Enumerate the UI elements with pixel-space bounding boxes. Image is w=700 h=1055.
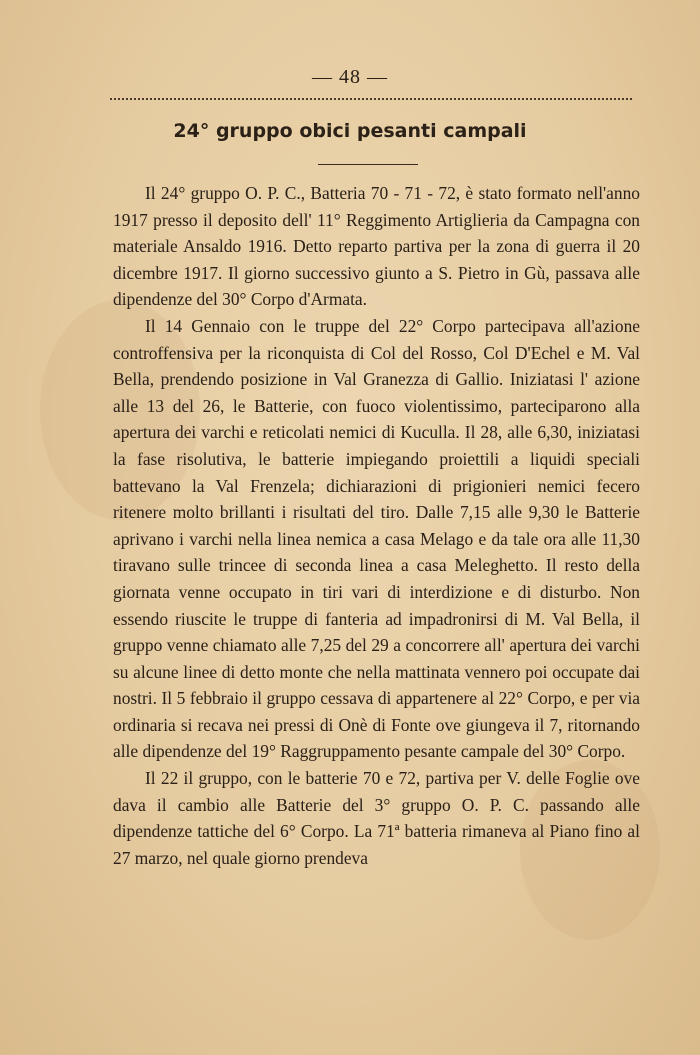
heading-rule	[318, 164, 418, 165]
dotted-rule	[110, 98, 632, 100]
section-heading: 24° gruppo obici pesanti campali	[173, 120, 527, 142]
paragraph: Il 22 il gruppo, con le batterie 70 e 72, partiva per V. delle Foglie ove dava il cambio alle Batterie del 3° gruppo O. P. C. passando alle dipendenze tattiche del 6° Corpo. La 71ª batteria rimaneva al Piano fino al 27 marzo, nel quale giorno prendeva	[113, 768, 640, 868]
page-number: — 48 —	[312, 66, 388, 88]
paragraph: Il 24° gruppo O. P. C., Batteria 70 - 71 - 72, è stato formato nell'anno 1917 presso il deposito dell' 11° Reggimento Artiglieria da Campagna con materiale Ansaldo 1916. Detto reparto partiva per la zona di guerra il 20 dicembre 1917. Il giorno successivo giunto a S. Pietro in Gù, passava alle dipendenze del 30° Corpo d'Armata.	[113, 183, 640, 310]
paragraph: Il 14 Gennaio con le truppe del 22° Corpo partecipava all'azione controffensiva per la riconquista di Col del Rosso, Col D'Echel e M. Val Bella, prendendo posizione in Val Granezza di Gallio. Iniziatasi l' azione alle 13 del 26, le Batterie, con fuoco violentissimo, parteciparono alla apertura dei varchi e reticolati nemici di Kuculla. Il 28, alle 6,30, iniziatasi la fase risolutiva, le batterie impiegando proiettili a liquidi speciali battevano la Val Frenzela; dichiarazioni di prigionieri nemici fecero ritenere molto brillanti i risultati del tiro. Dalle 7,15 alle 9,30 le Batterie aprivano i varchi nella linea nemica a casa Melago e da tale ora alle 11,30 tiravano sulle trincee di seconda linea a casa Meleghetto. Il resto della giornata venne occupato in tiri vari di interdizione e di disturbo. Non essendo riuscite le truppe di fanteria ad impadronirsi di M. Val Bella, il gruppo venne chiamato alle 7,25 del 29 a concorrere all' apertura dei varchi su alcune linee di detto monte che nella mattinata vennero poi occupate dai nostri. Il 5 febbraio il gruppo cessava di appartenere al 22° Corpo, e per via ordinaria si recava nei pressi di Onè di Fonte ove giungeva il 7, ritornando alle dipendenze del 19° Raggruppamento pesante campale del 30° Corpo.	[113, 315, 640, 762]
body-text	[113, 180, 640, 871]
